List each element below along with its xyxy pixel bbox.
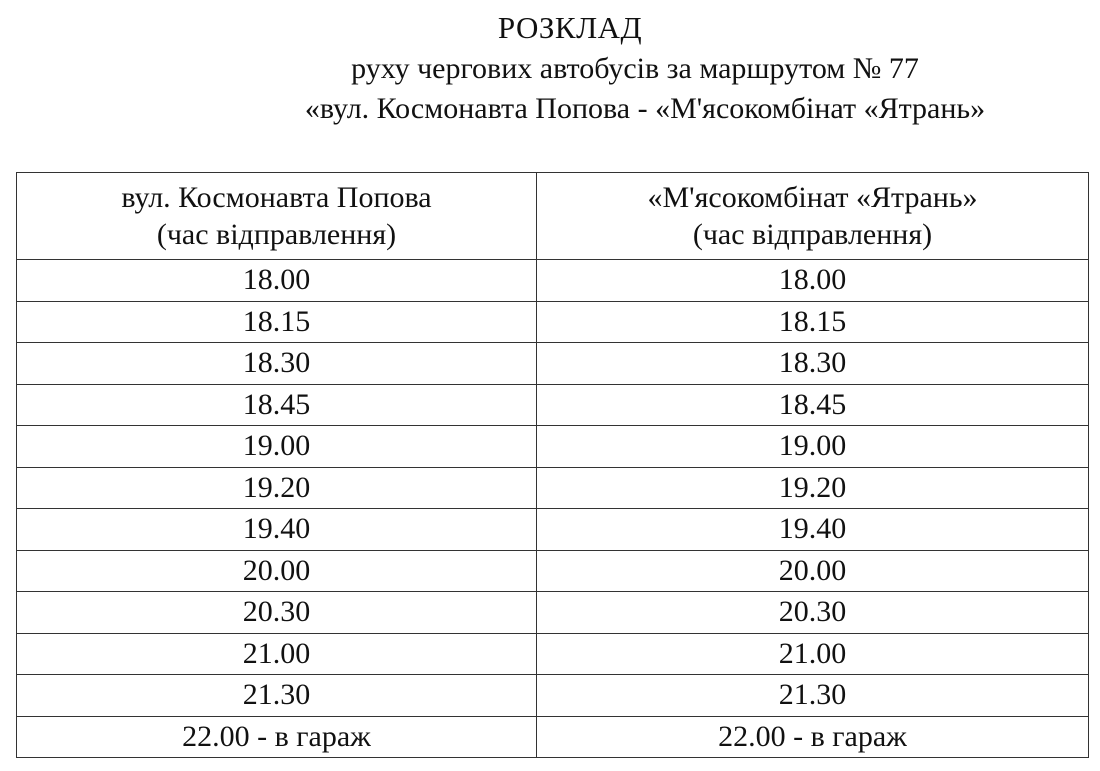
table-row — [17, 509, 1089, 551]
departure-cell: 18.30 — [17, 343, 537, 385]
table-row — [17, 426, 1089, 468]
departure-cell: 19.40 — [537, 509, 1089, 551]
departure-cell: 18.45 — [17, 384, 537, 426]
table-row — [17, 260, 1089, 302]
departure-cell: 18.15 — [537, 301, 1089, 343]
table-row — [17, 633, 1089, 675]
table-row — [17, 301, 1089, 343]
table-row — [17, 384, 1089, 426]
table-row — [17, 467, 1089, 509]
departure-cell: 22.00 - в гараж — [17, 716, 537, 758]
departure-cell: 18.00 — [17, 260, 537, 302]
column-header-name: «М'ясокомбінат «Ятрань» — [647, 181, 978, 214]
departure-cell: 19.40 — [17, 509, 537, 551]
departure-cell: 20.00 — [17, 550, 537, 592]
departure-cell: 18.00 — [537, 260, 1089, 302]
column-header-yatran — [537, 173, 1089, 260]
departure-cell: 18.45 — [537, 384, 1089, 426]
table-row — [17, 675, 1089, 717]
departure-cell: 21.30 — [17, 675, 537, 717]
departure-cell: 20.30 — [17, 592, 537, 634]
route-name: «вул. Космонавта Попова - «М'ясокомбінат «Ятрань» — [304, 92, 986, 125]
column-header-note: (час відправлення) — [692, 218, 933, 251]
table-row — [17, 592, 1089, 634]
departure-cell: 18.15 — [17, 301, 537, 343]
table-header-row — [17, 173, 1089, 260]
departure-cell: 22.00 - в гараж — [537, 716, 1089, 758]
column-header-popova — [17, 173, 537, 260]
table-row — [17, 550, 1089, 592]
departure-cell: 19.20 — [537, 467, 1089, 509]
departure-cell: 21.00 — [537, 633, 1089, 675]
departure-cell: 20.30 — [537, 592, 1089, 634]
departure-cell: 18.30 — [537, 343, 1089, 385]
column-header-name: вул. Космонавта Попова — [121, 181, 432, 214]
departure-cell: 19.20 — [17, 467, 537, 509]
column-header-note: (час відправлення) — [156, 218, 397, 251]
table-row — [17, 716, 1089, 758]
schedule-table — [16, 172, 1089, 758]
departure-cell: 21.00 — [17, 633, 537, 675]
departure-cell: 20.00 — [537, 550, 1089, 592]
document-title: РОЗКЛАД — [497, 10, 643, 45]
departure-cell: 21.30 — [537, 675, 1089, 717]
document-subtitle: руху чергових автобусів за маршрутом № 77 — [351, 52, 919, 85]
departure-cell: 19.00 — [537, 426, 1089, 468]
table-row — [17, 343, 1089, 385]
departure-cell: 19.00 — [17, 426, 537, 468]
